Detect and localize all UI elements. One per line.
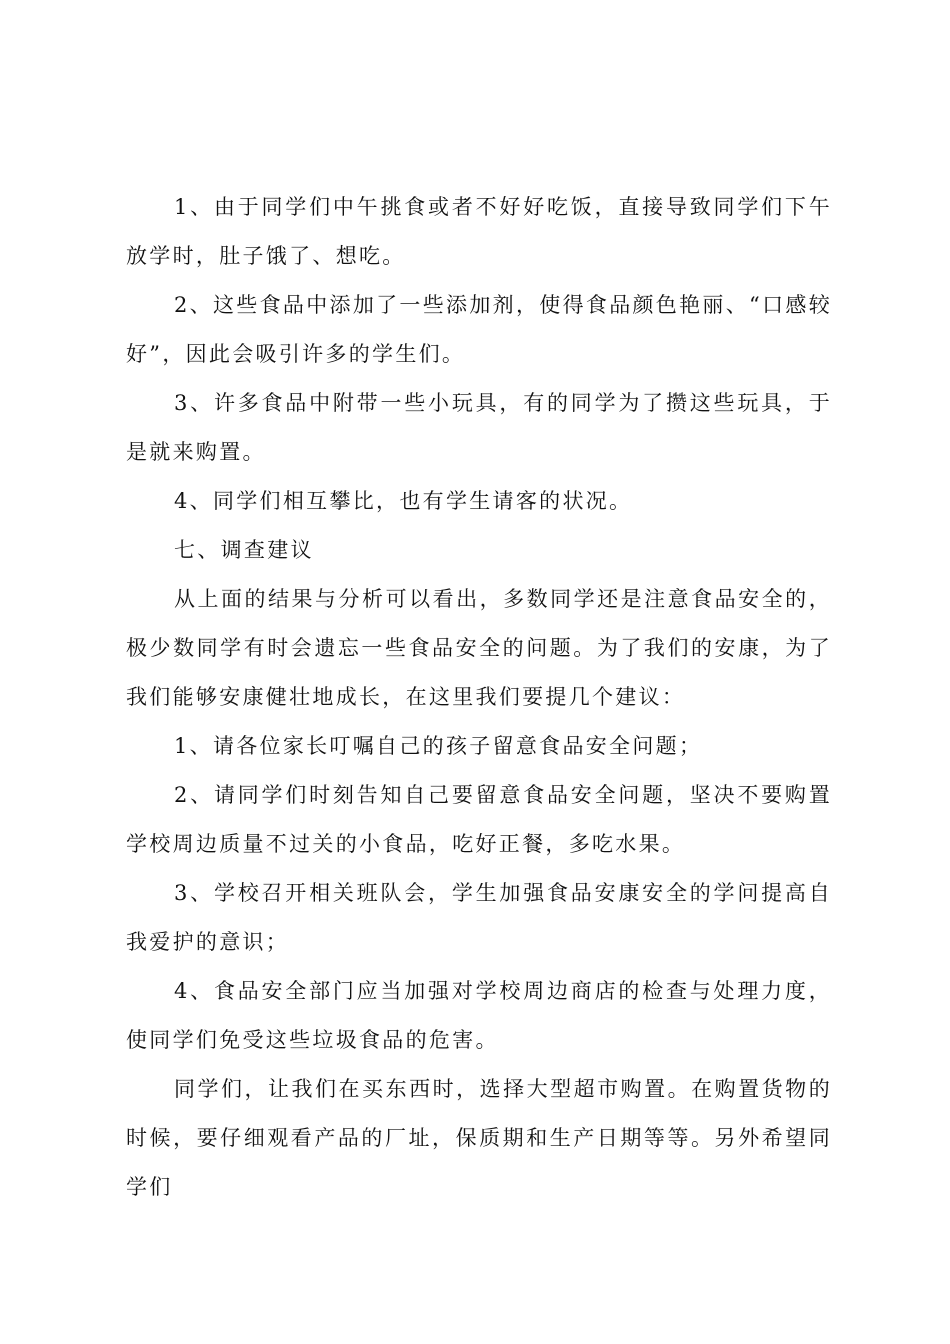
suggestion-paragraph-4: 4、食品安全部门应当加强对学校周边商店的检查与处理力度，使同学们免受这些垃圾食品的危害。 bbox=[126, 979, 832, 1052]
closing-paragraph: 同学们，让我们在买东西时，选择大型超市购置。在购置货物的时候，要仔细观看产品的厂址，保质期和生产日期等等。另外希望同学们 bbox=[126, 1077, 832, 1199]
intro-paragraph: 从上面的结果与分析可以看出，多数同学还是注意食品安全的，极少数同学有时会遗忘一些食品安全的问题。为了我们的安康，为了我们能够安康健壮地成长，在这里我们要提几个建议： bbox=[126, 587, 832, 709]
suggestion-paragraph-2: 2、请同学们时刻告知自己要留意食品安全问题，坚决不要购置学校周边质量不过关的小食品，吃好正餐，多吃水果。 bbox=[126, 783, 832, 856]
reason-paragraph-3: 3、许多食品中附带一些小玩具，有的同学为了攒这些玩具，于是就来购置。 bbox=[126, 391, 832, 464]
reason-paragraph-4: 4、同学们相互攀比，也有学生请客的状况。 bbox=[174, 489, 633, 513]
suggestion-paragraph-3: 3、学校召开相关班队会，学生加强食品安康安全的学问提高自我爱护的意识； bbox=[126, 881, 832, 954]
document-body bbox=[126, 183, 832, 1212]
reason-paragraph-1: 1、由于同学们中午挑食或者不好好吃饭，直接导致同学们下午放学时，肚子饿了、想吃。 bbox=[126, 195, 832, 268]
suggestion-paragraph-1: 1、请各位家长叮嘱自己的孩子留意食品安全问题； bbox=[174, 734, 703, 758]
reason-paragraph-2: 2、这些食品中添加了一些添加剂，使得食品颜色艳丽、“口感较好”，因此会吸引许多的学生们。 bbox=[126, 293, 832, 366]
section-heading: 七、调查建议 bbox=[174, 538, 314, 562]
